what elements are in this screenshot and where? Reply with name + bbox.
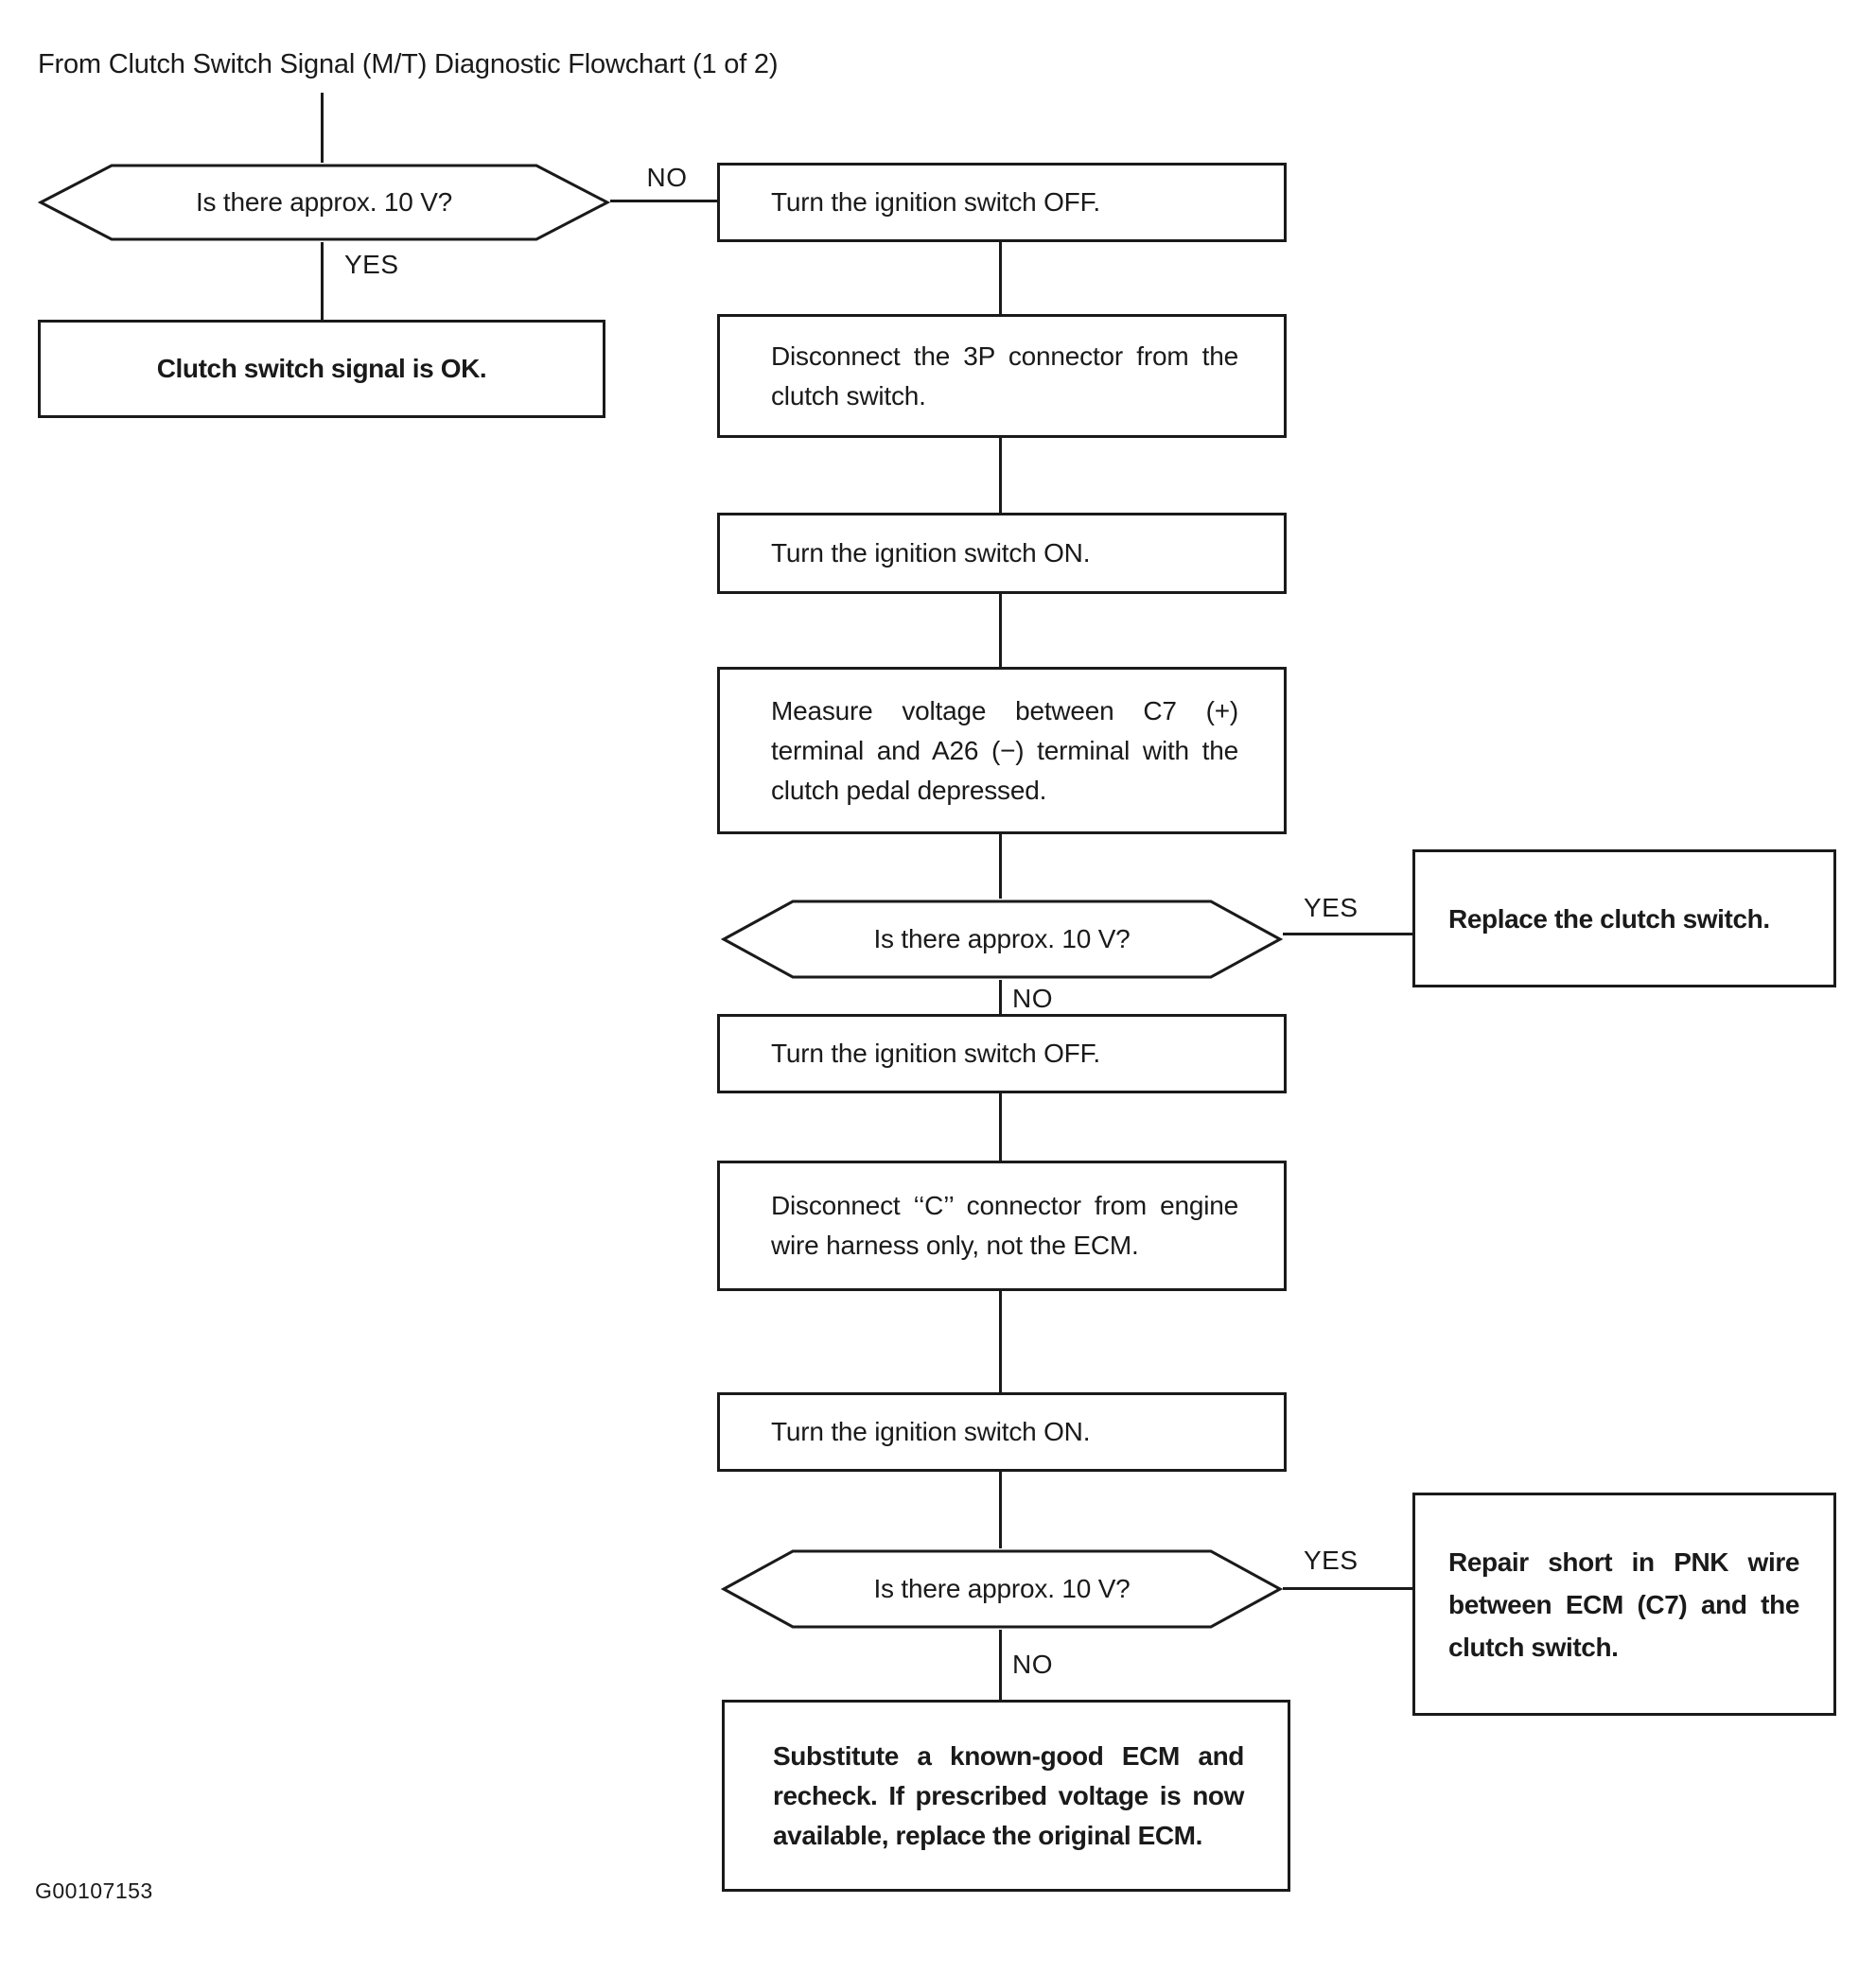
decision-1-voltage-check (38, 163, 610, 242)
connector-step5-step6 (999, 1093, 1002, 1161)
connector-decision3-yes (1283, 1587, 1412, 1590)
connector-step2-step3 (999, 438, 1002, 513)
step-disconnect-3p-box (717, 314, 1287, 438)
decision-2-voltage-check (721, 899, 1283, 980)
step-disconnect-3p-text: Disconnect the 3P connector from the clutch switch. (771, 341, 1238, 411)
result-signal-ok-text: Clutch switch signal is OK. (156, 354, 487, 383)
result-repair-short-box (1412, 1493, 1836, 1716)
step-ignition-off-1-text: Turn the ignition switch OFF. (771, 187, 1100, 217)
result-substitute-ecm-text: Substitute a known-good ECM and recheck. If prescribed voltage is now available, replace the original ECM. (773, 1740, 1244, 1850)
page-title: From Clutch Switch Signal (M/T) Diagnostic Flowchart (1 of 2) (38, 49, 779, 79)
step-ignition-off-1-box (717, 163, 1287, 242)
step-ignition-on-2-text: Turn the ignition switch ON. (771, 1417, 1091, 1446)
decision-2-text: Is there approx. 10 V? (873, 924, 1131, 953)
step-measure-voltage-text: Measure voltage between C7 (+) terminal and A26 (−) terminal with the clutch pedal depressed. (771, 695, 1238, 805)
decision-1-text: Is there approx. 10 V? (195, 187, 453, 217)
connector-entry (321, 93, 324, 163)
connector-decision2-yes (1283, 933, 1412, 935)
connector-step4-decision2 (999, 834, 1002, 899)
connector-step7-decision3 (999, 1472, 1002, 1548)
decision-3-voltage-check (721, 1548, 1283, 1630)
step-ignition-off-2-text: Turn the ignition switch OFF. (771, 1039, 1100, 1068)
step-disconnect-c-text: Disconnect ‘‘C’’ connector from engine wire harness only, not the ECM. (771, 1191, 1238, 1260)
branch-no-label-3: NO (1012, 1650, 1053, 1679)
result-replace-switch-box (1412, 849, 1836, 987)
figure-code: G00107153 (35, 1878, 153, 1903)
step-ignition-on-2-box (717, 1392, 1287, 1472)
connector-step1-step2 (999, 242, 1002, 314)
step-ignition-on-1-text: Turn the ignition switch ON. (771, 538, 1091, 568)
result-replace-switch-text: Replace the clutch switch. (1448, 903, 1770, 934)
branch-no-label-2: NO (1012, 984, 1053, 1013)
branch-yes-label-2: YES (1304, 893, 1359, 922)
branch-yes-label-3: YES (1304, 1546, 1359, 1575)
connector-decision1-no (610, 200, 717, 202)
branch-yes-label-1: YES (344, 250, 399, 279)
step-disconnect-c-box (717, 1161, 1287, 1291)
result-signal-ok-box (38, 320, 605, 418)
step-ignition-on-1-box (717, 513, 1287, 594)
decision-3-text: Is there approx. 10 V? (873, 1574, 1131, 1603)
step-measure-voltage-box (717, 667, 1287, 834)
branch-no-label-1: NO (646, 163, 688, 192)
connector-step6-step7 (999, 1291, 1002, 1392)
connector-decision1-yes (321, 242, 324, 320)
connector-decision3-no (999, 1630, 1002, 1700)
step-ignition-off-2-box (717, 1014, 1287, 1093)
result-repair-short-text: Repair short in PNK wire between ECM (C7) and the clutch switch. (1448, 1546, 1799, 1662)
connector-decision2-no (999, 980, 1002, 1014)
connector-step3-step4 (999, 594, 1002, 667)
result-substitute-ecm-box (722, 1700, 1290, 1892)
